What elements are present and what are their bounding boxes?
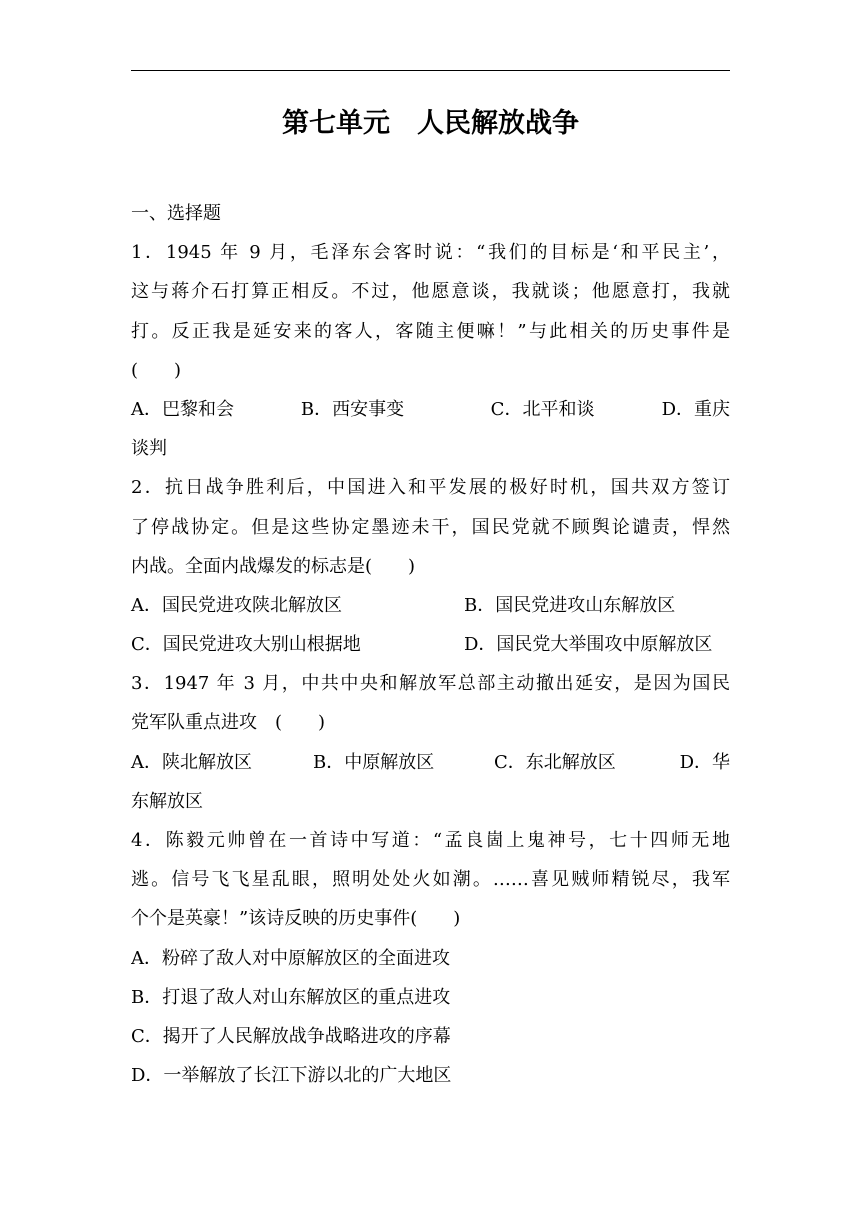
option-b: B．西安事变 (300, 398, 405, 420)
page-title: 第七单元 人民解放战争 (282, 108, 579, 139)
option-d: D．一举解放了长江下游以北的广大地区 (131, 1065, 452, 1087)
option-c: C．东北解放区 (494, 751, 616, 773)
option-d-continued: 东解放区 (131, 790, 203, 812)
option-b: B．中原解放区 (313, 751, 435, 773)
question-text-line: 3．1947 年 3 月，中共中央和解放军总部主动撤出延安，是因为国民 (131, 673, 730, 695)
option-d-continued: 谈判 (131, 438, 167, 460)
question-3 (131, 664, 730, 821)
option-c: C．揭开了人民解放战争战略进攻的序幕 (131, 1025, 451, 1047)
option-b: B．打退了敌人对山东解放区的重点进攻 (131, 986, 451, 1008)
options-row (131, 625, 730, 664)
option-d: D．重庆 (661, 398, 730, 420)
question-text-line: 个个是英豪！”该诗反映的历史事件( ) (131, 908, 461, 930)
option-d: D．国民党大举围攻中原解放区 (464, 634, 713, 656)
question-text-line: 内战。全面内战爆发的标志是( ) (131, 555, 416, 577)
option-a: A．陕北解放区 (131, 751, 252, 773)
option-c: C．北平和谈 (490, 398, 595, 420)
option-b: B．国民党进攻山东解放区 (464, 594, 676, 616)
question-text-line: 了停战协定。但是这些协定墨迹未干，国民党就不顾舆论谴责，悍然 (131, 516, 730, 538)
answer-blank: ( ) (131, 359, 182, 381)
options-row (131, 586, 730, 625)
option-a: A．国民党进攻陕北解放区 (131, 594, 342, 616)
header-rule (131, 70, 730, 71)
question-text-line: 1．1945 年 9 月，毛泽东会客时说：“我们的目标是‘和平民主’， (131, 242, 730, 264)
option-d: D．华 (679, 751, 730, 773)
options-row (131, 743, 730, 782)
question-1 (131, 233, 730, 468)
question-text-line: 2．抗日战争胜利后，中国进入和平发展的极好时机，国共双方签订 (131, 477, 730, 499)
question-text-line: 逃。信号飞飞星乱眼，照明处处火如潮。……喜见贼师精锐尽，我军 (131, 869, 730, 891)
options-row (131, 390, 730, 429)
option-a: A．粉碎了敌人对中原解放区的全面进攻 (131, 947, 450, 969)
question-text-line: 打。反正我是延安来的客人，客随主便嘛！”与此相关的历史事件是 (131, 320, 730, 342)
question-text-line: 党军队重点进攻 ( ) (131, 712, 326, 734)
question-text-line: 4．陈毅元帅曾在一首诗中写道：“孟良崮上鬼神号，七十四师无地 (131, 830, 730, 851)
question-2 (131, 468, 730, 664)
question-text-line: 这与蒋介石打算正相反。不过，他愿意谈，我就谈；他愿意打，我就 (131, 281, 730, 303)
option-c: C．国民党进攻大别山根据地 (131, 634, 361, 656)
document-body (131, 194, 730, 1095)
option-a: A．巴黎和会 (131, 398, 234, 420)
section-heading: 一、选择题 (131, 203, 221, 224)
question-4 (131, 821, 730, 1095)
